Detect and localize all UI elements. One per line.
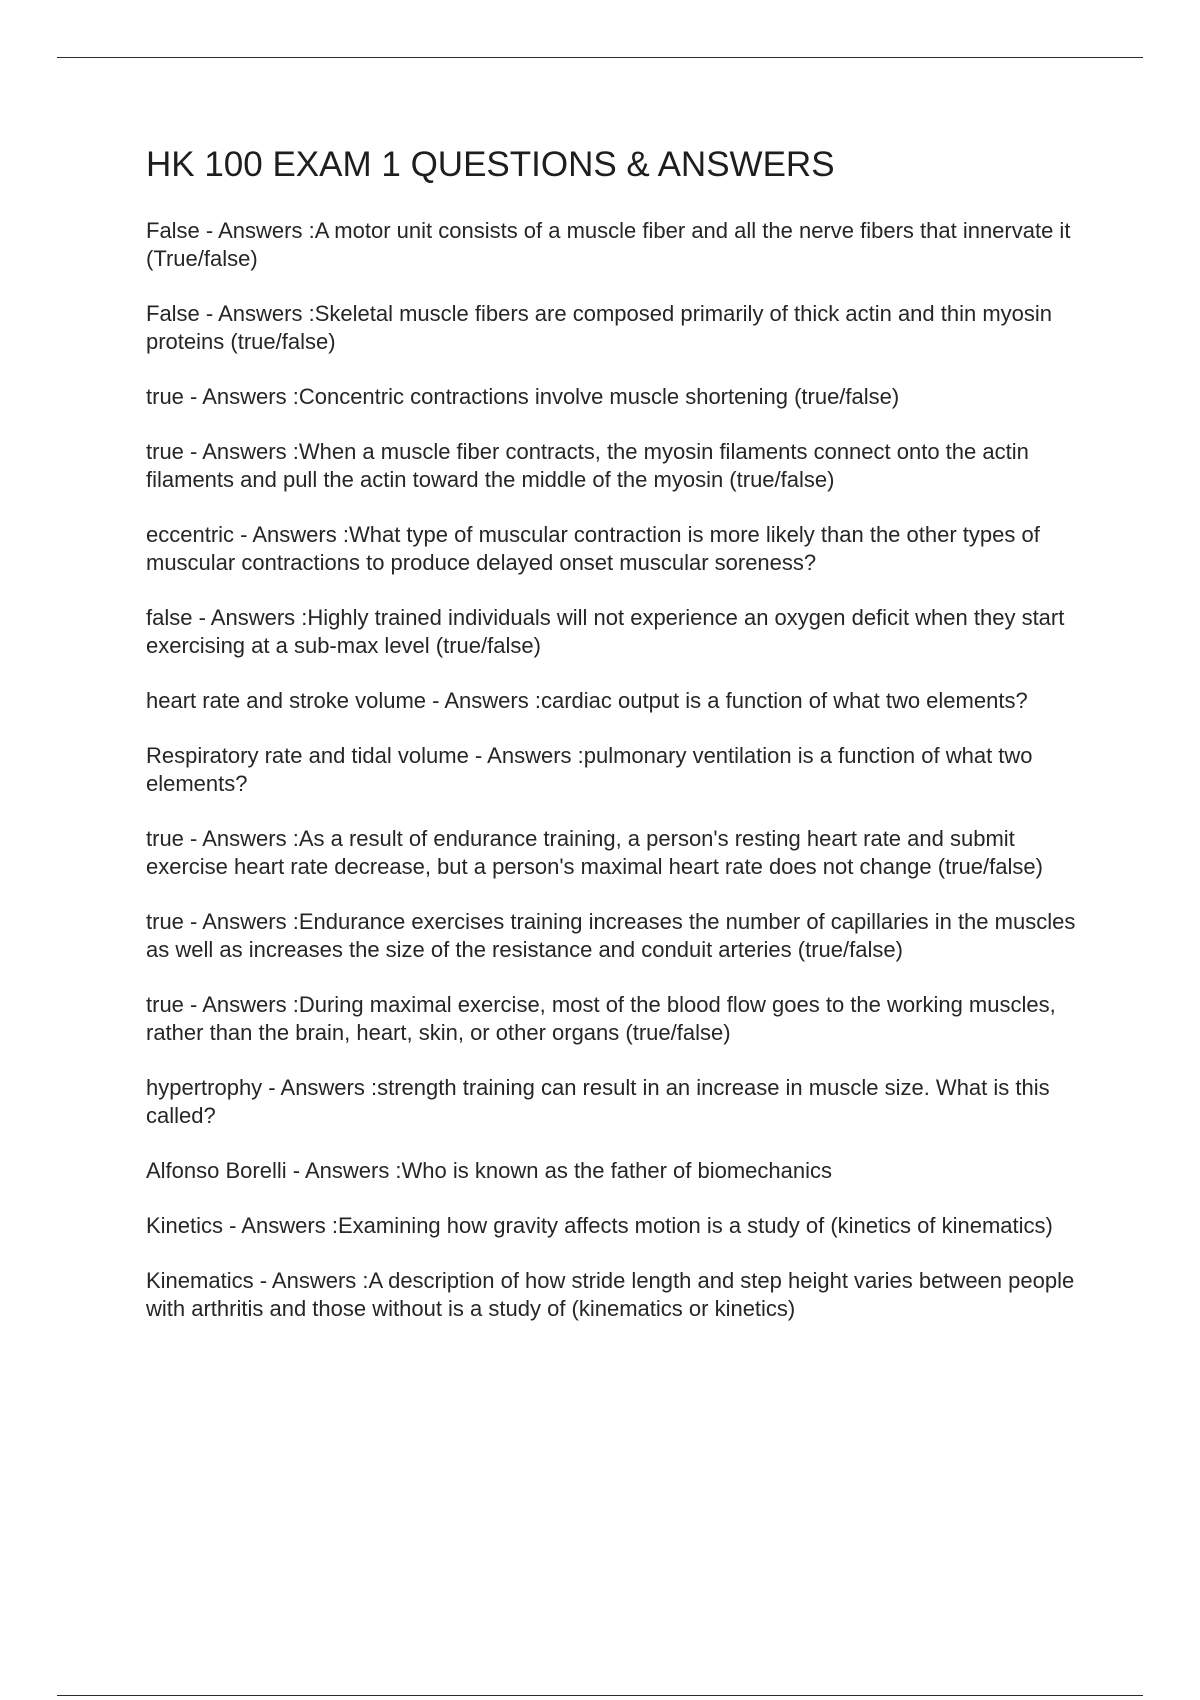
qa-item: true - Answers :As a result of endurance training, a person's resting heart rate and submit exercise heart rate decrease, but a person's maximal heart rate does not change (true/false) (146, 826, 1043, 879)
qa-item: true - Answers :When a muscle fiber contracts, the myosin filaments connect onto the actin filaments and pull the actin toward the middle of the myosin (true/false) (146, 439, 1029, 492)
document-body (146, 142, 1096, 1350)
qa-item: Kinematics - Answers :A description of how stride length and step height varies between people with arthritis and those without is a study of (kinematics or kinetics) (146, 1268, 1075, 1321)
qa-item: Kinetics - Answers :Examining how gravity affects motion is a study of (kinetics of kinematics) (146, 1213, 1053, 1238)
document-title: HK 100 EXAM 1 QUESTIONS & ANSWERS (146, 145, 835, 184)
qa-item: eccentric - Answers :What type of muscular contraction is more likely than the other types of muscular contractions to produce delayed onset muscular soreness? (146, 522, 1040, 575)
qa-item: false - Answers :Highly trained individuals will not experience an oxygen deficit when they start exercising at a sub-max level (true/false) (146, 605, 1065, 658)
top-rule (57, 57, 1143, 58)
qa-item: true - Answers :Endurance exercises training increases the number of capillaries in the muscles as well as increases the size of the resistance and conduit arteries (true/false) (146, 909, 1076, 962)
qa-item: heart rate and stroke volume - Answers :cardiac output is a function of what two elements? (146, 688, 1028, 713)
bottom-rule (57, 1695, 1143, 1696)
qa-item: hypertrophy - Answers :strength training can result in an increase in muscle size. What is this called? (146, 1075, 1050, 1128)
qa-item: False - Answers :A motor unit consists of a muscle fiber and all the nerve fibers that innervate it (True/false) (146, 218, 1071, 271)
qa-item: true - Answers :During maximal exercise, most of the blood flow goes to the working muscles, rather than the brain, heart, skin, or other organs (true/false) (146, 992, 1056, 1045)
qa-item: False - Answers :Skeletal muscle fibers are composed primarily of thick actin and thin myosin proteins (true/false) (146, 301, 1053, 354)
qa-item: Alfonso Borelli - Answers :Who is known as the father of biomechanics (146, 1158, 832, 1183)
qa-item: true - Answers :Concentric contractions involve muscle shortening (true/false) (146, 384, 900, 409)
qa-list (146, 217, 1096, 1323)
qa-item: Respiratory rate and tidal volume - Answers :pulmonary ventilation is a function of what two elements? (146, 743, 1033, 796)
